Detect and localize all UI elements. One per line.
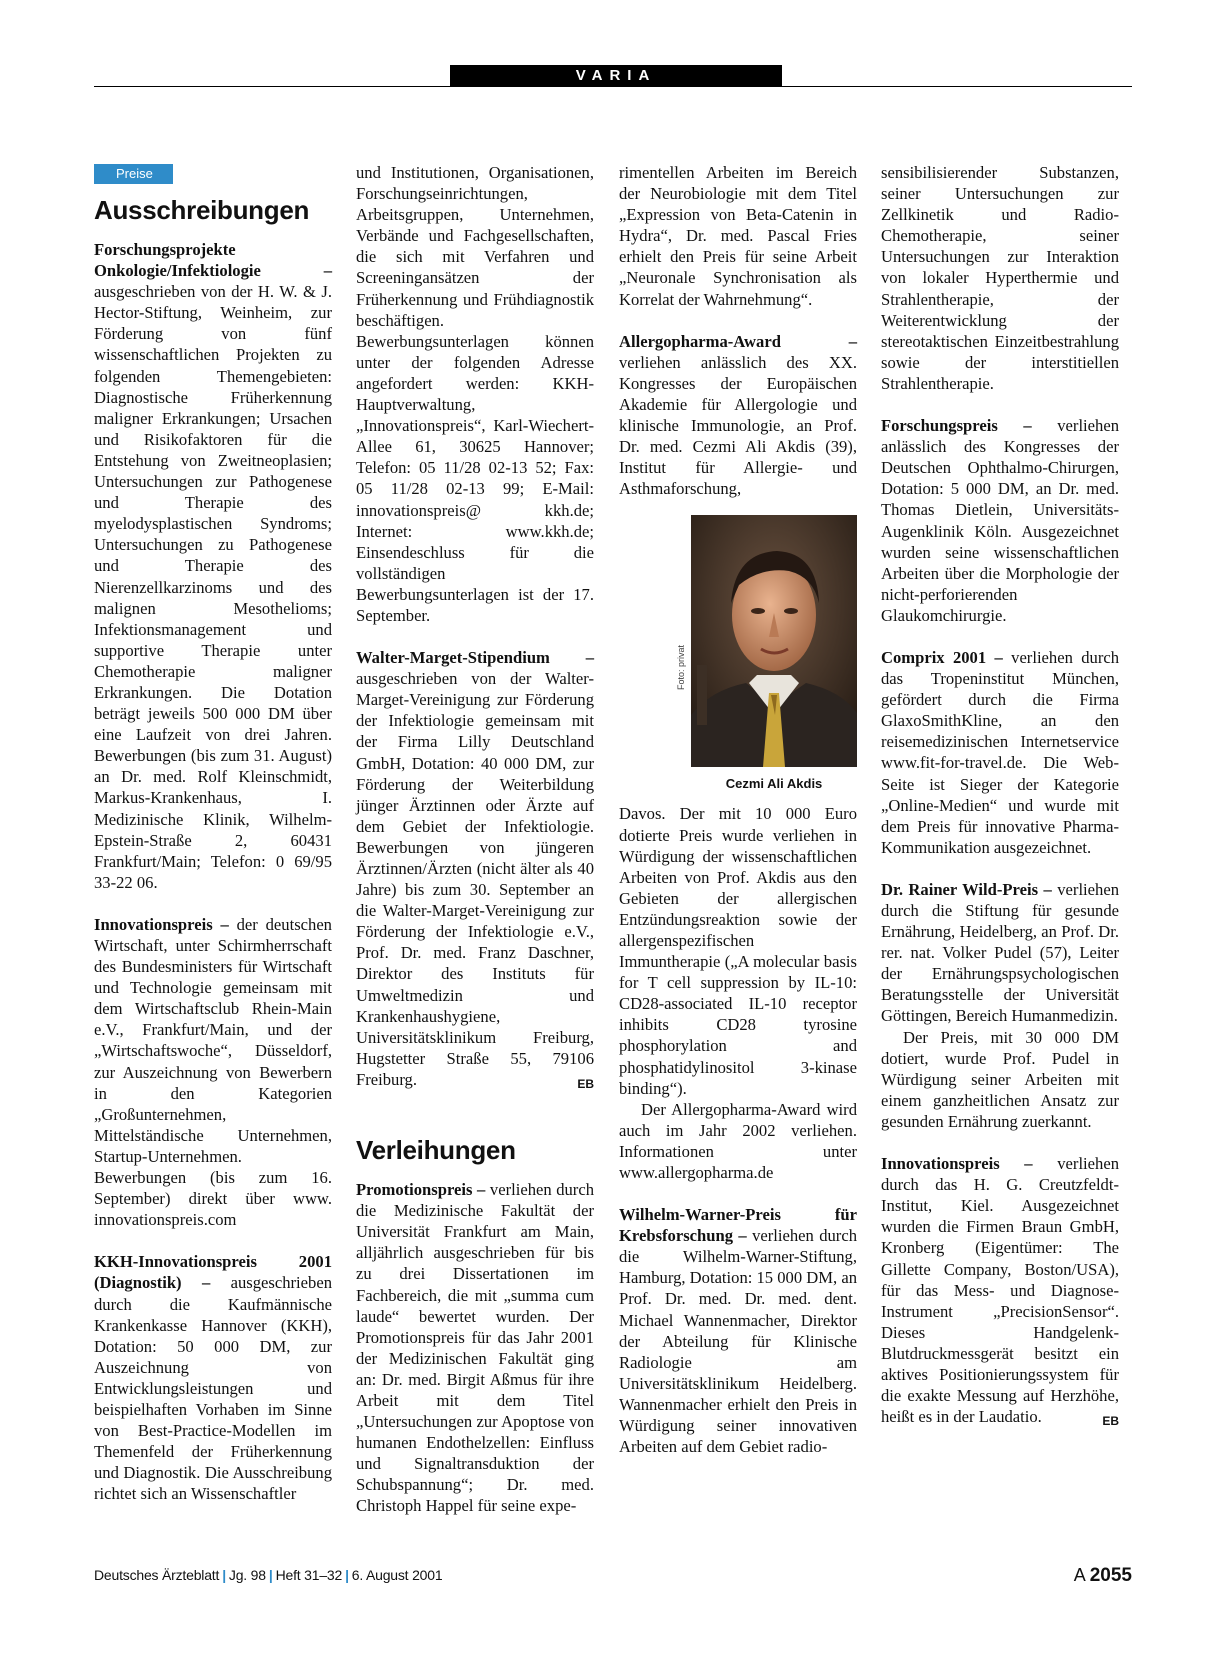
paragraph xyxy=(619,803,857,1098)
item-title: Dr. Rainer Wild-Preis – xyxy=(881,879,1052,899)
paragraph xyxy=(881,647,1119,858)
heading-ausschreibungen: Ausschreibungen xyxy=(94,195,310,225)
author-signature: EB xyxy=(1102,1414,1119,1429)
paragraph xyxy=(619,162,857,310)
column-1 xyxy=(94,162,332,1504)
heading-verleihungen: Verleihungen xyxy=(356,1135,516,1166)
page-prefix: A xyxy=(1073,1565,1085,1585)
paragraph xyxy=(881,1027,1119,1132)
item-text: verliehen durch das H. G. Creutzfeldt-Institut, Kiel. Ausgezeichnet wurden die Firmen Braun GmbH, Kronberg (Eigentümer: The Gillette Company, Boston/USA), für das Mess- und Diagnose-Instrument „PrecisionSensor“. Dieses Handgelenk-Blutdruckmessgerät besitzt ein aktives Positionierungssystem für die exakte Messung auf Herzhöhe, heißt es in der Laudatio. xyxy=(881,1154,1119,1427)
volume: Jg. 98 xyxy=(228,1567,266,1583)
photo-credit: Foto: privat xyxy=(676,645,686,691)
photo-caption: Cezmi Ali Akdis xyxy=(725,776,823,792)
item-text: Davos. Der mit 10 000 Euro dotierte Preis wurde verliehen in Würdigung der wissenschaftlichen Arbeiten von Prof. Akdis aus den Gebieten der allergischen Entzündungsreaktion sowie der allergenspezifischen Immuntherapie („A molecular basis for T cell suppression by IL-10: CD28-associated IL-10 receptor inhibits CD28 tyrosine phosphorylation and phosphatidylinositol 3-kinase binding“). xyxy=(619,804,857,1098)
item-text: ausgeschrieben von der H. W. & J. Hector-Stiftung, Weinheim, zur Förderung von fünf wissenschaftlichen Projekten zu folgenden Themengebieten: Diagnostische Früherkennung maligner Erkrankungen; Ursachen und Risikofaktoren für die Entstehung von Zweitneoplasien; Untersuchungen zur Pathogenese und Therapie des myelodysplastischen Syndroms; Untersuchungen zu Pathogenese und Therapie des Nierenzellkarzinoms und des malignen Mesothelioms; Infektionsmanagement und supportive Therapie unter Chemotherapie maligner Erkrankungen. Die Dotation beträgt jeweils 500 000 DM über eine Laufzeit von drei Jahren. Bewerbungen (bis zum 31. August) an Dr. med. Rolf Kleinschmidt, Markus-Krankenhaus, I. Medizinische Klinik, Wilhelm-Epstein-Straße 2, 60431 Frankfurt/Main; Telefon: 0 69/95 33-22 06. xyxy=(94,282,332,892)
item-text: der deutschen Wirtschaft, unter Schirmherrschaft des Bundesministers für Wirtschaft und Technologie gemeinsam mit dem Wirtschaftsclub Rhein-Main e.V., Frankfurt/Main, und der „Wirtschaftswoche“, Düsseldorf, zur Auszeichnung von Bewerbern in den Kategorien „Großunternehmen, Mittelständische Unternehmen, Startup-Unternehmen. Bewerbungen (bis zum 16. September) direkt über www. innovationspreis.com xyxy=(94,914,332,1230)
item-title: Promotionspreis – xyxy=(356,1180,486,1200)
author-signature: EB xyxy=(577,1076,594,1091)
page-number-block xyxy=(1074,1563,1132,1588)
item-text: Der Allergopharma-Award wird auch im Jahr 2002 verliehen. Informationen unter www.allergopharma.de xyxy=(619,1099,857,1182)
item-text: ausgeschrieben von der Walter-Marget-Vereinigung zur Förderung der Infektiologie gemeinsam mit der Firma Lilly Deutschland GmbH, Dotation: 40 000 DM, zur Förderung der Weiterbildung jünger Ärztinnen oder Ärzte auf dem Gebiet der Infektiologie. Bewerbungen von jüngeren Ärztinnen/Ärzten (nicht älter als 40 Jahre) bis zum 30. September an die Walter-Marget-Vereinigung zur Förderung der Infektiologie e.V., Prof. Dr. med. Franz Daschner, Direktor des Instituts für Umweltmedizin und Krankenhaushygiene, Universitätsklinikum Freiburg, Hugstetter Straße 55, 79106 Freiburg. xyxy=(356,669,594,1089)
item-text: sensibilisierender Substanzen, seiner Untersuchungen zur Zellkinetik und Radio-Chemotherapie, seiner Untersuchungen zur Interaktion von lokaler Hyperthermie und Strahlentherapie, der Weiterentwicklung der stereotaktischen Einzeitbestrahlung sowie der interstitiellen Strahlentherapie. xyxy=(881,163,1119,393)
footer-separator: | xyxy=(268,1567,273,1583)
item-text: verliehen anlässlich des Kongresses der Deutschen Ophthalmo-Chirurgen, Dotation: 5 000 DM, an Dr. med. Thomas Dietlein, Universitäts-Augenklinik Köln. Ausgezeichnet wurden seine wissenschaftlichen Arbeiten über die Morphologie der nicht-perforierenden Glaukomchirurgie. xyxy=(881,416,1119,625)
item-text: verliehen durch die Wilhelm-Warner-Stiftung, Hamburg, Dotation: 15 000 DM, an Prof. Dr. med. Dr. med. dent. Michael Wannenmacher, Direktor der Abteilung für Klinische Radiologie am Universitätsklinikum Heidelberg. Wannenmacher erhielt den Preis in Würdigung seiner innovativen Arbeiten auf dem Gebiet radio- xyxy=(619,1226,857,1457)
footer-separator: | xyxy=(222,1567,226,1583)
paragraph xyxy=(94,914,332,1230)
paragraph xyxy=(881,415,1119,626)
paragraph xyxy=(619,1099,857,1183)
footer-citation xyxy=(94,1567,442,1583)
item-text: ausgeschrieben durch die Kaufmännische Krankenkasse Hannover (KKH), Dotation: 50 000 DM, zur Auszeichnung von Entwicklungsleistungen und beispielhaften Vorhaben im Sinne von Best-Practice-Modellen im Themenfeld der Früherkennung und Diagnostik. Die Ausschreibung richtet sich an Wissenschaftler xyxy=(94,1273,332,1504)
column-2 xyxy=(356,162,594,1517)
footer-separator: | xyxy=(345,1567,349,1583)
category-tag: Preise xyxy=(94,164,173,184)
journal-name: Deutsches Ärzteblatt xyxy=(94,1567,220,1583)
item-title: KKH-Innovationspreis 2001 (Diagnostik) – xyxy=(94,1252,332,1293)
item-title: Forschungsprojekte Onkologie/Infektiologie – xyxy=(94,240,332,281)
item-title: Innovationspreis – xyxy=(881,1154,1033,1174)
paragraph xyxy=(619,1204,857,1457)
paragraph xyxy=(94,239,332,893)
item-text: verliehen durch das Tropeninstitut München, gefördert durch die Firma GlaxoSmithKline, an den reisemedizinischen Internetservice www.fit-for-travel.de. Die Web-Seite ist Sieger der Kategorie „Online-Medien“ und wurde mit dem Preis für innovative Pharma-Kommunikation ausgezeichnet. xyxy=(881,647,1120,857)
portrait-photo xyxy=(691,515,857,767)
item-title: Walter-Marget-Stipendium – xyxy=(356,648,594,668)
section-banner: VARIA xyxy=(450,65,782,87)
item-title: Allergopharma-Award – xyxy=(619,331,857,351)
item-title: Comprix 2001 – xyxy=(881,647,1003,667)
paragraph xyxy=(356,162,594,626)
issue: Heft 31–32 xyxy=(275,1567,343,1583)
item-title: Forschungspreis – xyxy=(881,416,1032,436)
item-title: Wilhelm-Warner-Preis für Krebsforschung – xyxy=(619,1205,857,1246)
portrait-figure xyxy=(619,515,857,791)
paragraph xyxy=(356,1179,594,1517)
item-text: verliehen durch die Stiftung für gesunde Ernährung, Heidelberg, an Prof. Dr. rer. nat. Volker Pudel (57), Leiter der Ernährungspsychologischen Beratungsstelle der Universität Göttingen, Bereich Humanmedizin. xyxy=(881,879,1119,1026)
item-text: rimentellen Arbeiten im Bereich der Neurobiologie mit dem Titel „Expression von Beta-Catenin in Hydra“, Dr. med. Pascal Fries erhielt den Preis für seine Arbeit „Neuronale Synchronisation als Korrelat der Wahrnehmung“. xyxy=(619,163,857,309)
paragraph xyxy=(881,162,1119,394)
paragraph xyxy=(881,879,1119,1027)
paragraph xyxy=(94,1251,332,1504)
item-text: Der Preis, mit 30 000 DM dotiert, wurde Prof. Pudel in Würdigung seiner Arbeiten mit einem ganzheitlichen Ansatz zur gesunden Ernährung zuerkannt. xyxy=(881,1027,1119,1131)
page-footer xyxy=(94,1563,1132,1587)
item-text: und Institutionen, Organisationen, Forschungseinrichtungen, Arbeitsgruppen, Unternehmen, Verbände und Fachgesellschaften, die sich mit Verfahren und Screeningansätzen der Früherkennung und Frühdiagnostik beschäftigen. Bewerbungsunterlagen können unter der folgenden Adresse angefordert werden: KKH-Hauptverwaltung, „Innovationspreis“, Karl-Wiechert-Allee 61, 30625 Hannover; Telefon: 05 11/28 02-13 52; Fax: 05 11/28 02-13 99; E-Mail: innovationspreis@ kkh.de; Internet: www.kkh.de; Einsendeschluss für die vollständigen Bewerbungsunterlagen ist der 17. September. xyxy=(356,163,594,625)
page-number: 2055 xyxy=(1089,1565,1132,1586)
paragraph xyxy=(356,647,594,1090)
paragraph xyxy=(619,331,857,500)
item-title: Innovationspreis – xyxy=(94,914,229,934)
item-text: verliehen durch die Medizinische Fakultät der Universität Frankfurt am Main, alljährlich ausgeschrieben für bis zu drei Dissertationen im Fachbereich, die mit „summa cum laude“ bewertet wurden. Der Promotionspreis für das Jahr 2001 der Medizinischen Fakultät ging an: Dr. med. Birgit Aßmus für ihre Arbeit mit dem Titel „Untersuchungen zur Apoptose von humanen Endothelzellen: Einfluss und Signaltransduktion der Schubspannung“; Dr. med. Christoph Happel für seine expe- xyxy=(356,1180,594,1516)
column-4 xyxy=(881,162,1119,1432)
column-3 xyxy=(619,162,857,1457)
paragraph xyxy=(881,1153,1119,1427)
issue-date: 6. August 2001 xyxy=(351,1567,443,1583)
item-text: verliehen anlässlich des XX. Kongresses der Europäischen Akademie für Allergologie und klinische Immunologie, an Prof. Dr. med. Cezmi Ali Akdis (39), Institut für Allergie- und Asthmaforschung, xyxy=(619,352,857,499)
